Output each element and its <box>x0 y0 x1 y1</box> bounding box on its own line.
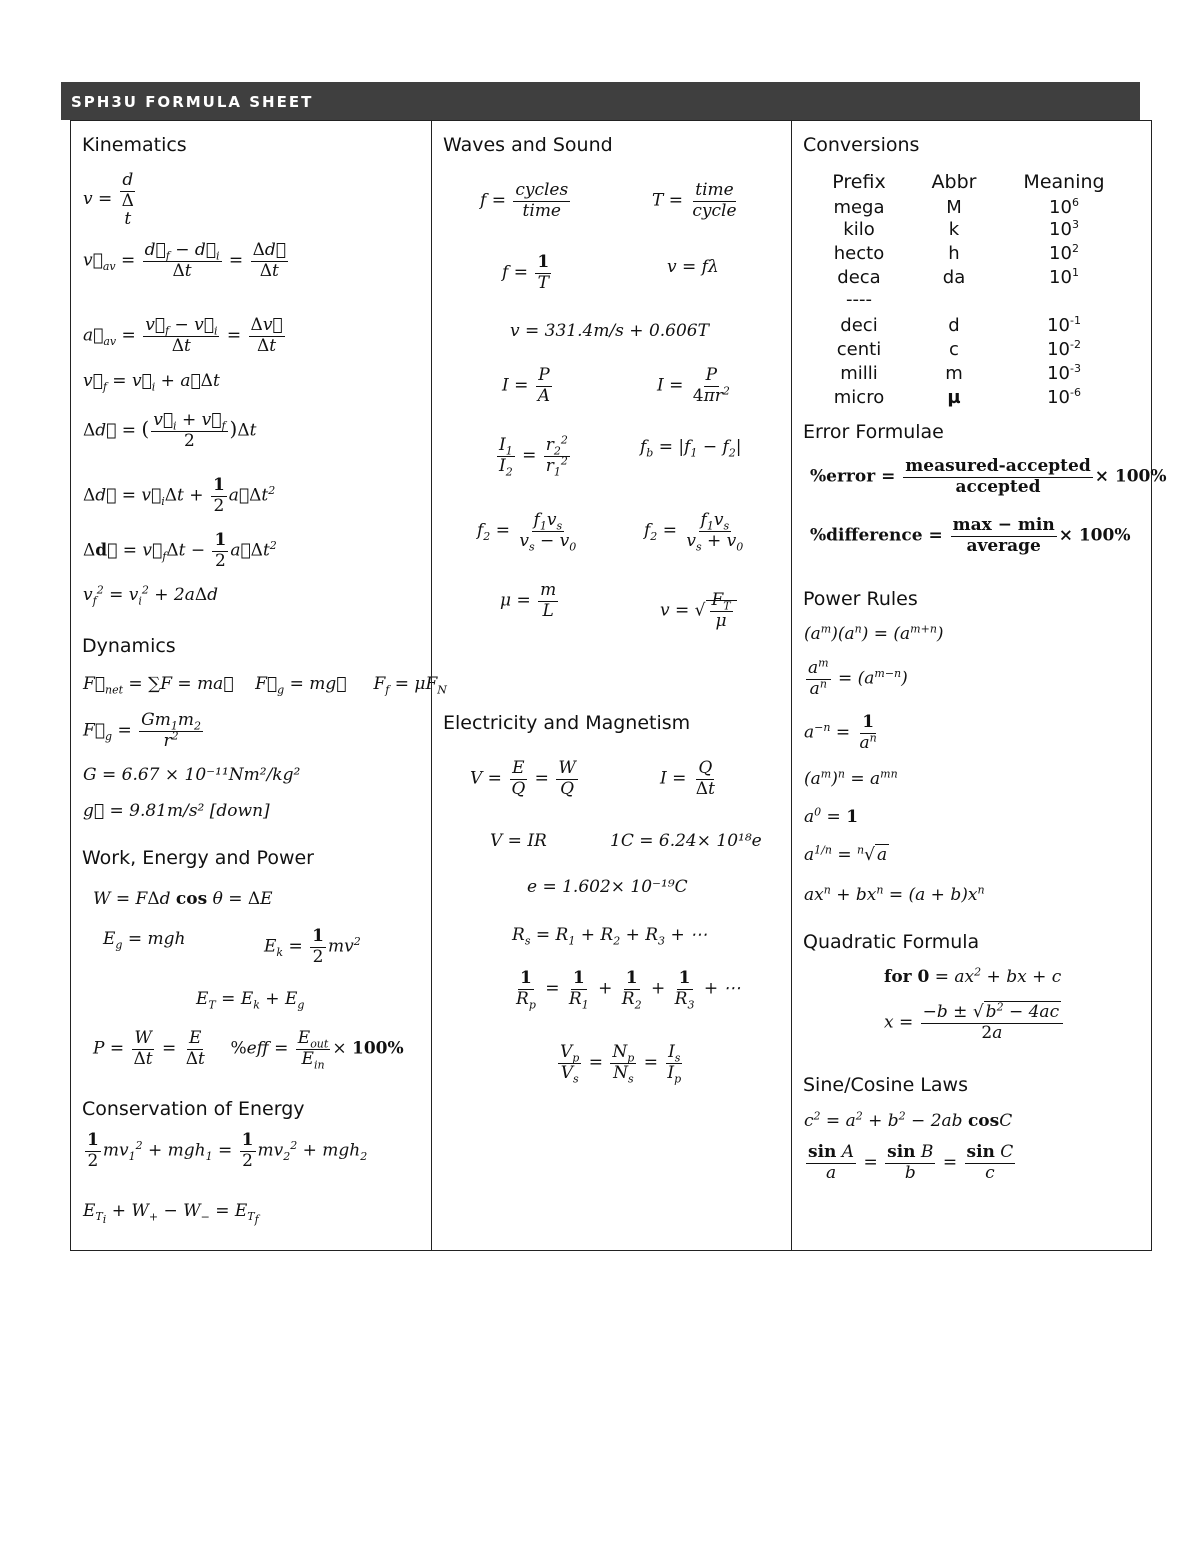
formula-velocity-squared: $v_f^2 = v_i^2 + 2a\Delta d$ <box>83 583 219 608</box>
formula-frequency: f = cycles time <box>480 180 569 221</box>
section-power-rules: Power Rules <box>803 588 918 610</box>
header-abbr: Abbr <box>931 171 977 193</box>
abbr-cell: m <box>945 363 963 384</box>
meaning-cell: $10^3$ <box>1049 218 1079 240</box>
formula-period: T = time cycle <box>652 180 737 221</box>
meaning-cell: $10^6$ <box>1049 196 1079 218</box>
formula-sine-law: $\frac{\text{sin A}}{a}$ = $\frac{\text{sin B}}{b}$ = $\frac{\text{sin C}}{c}$ <box>808 1142 1014 1183</box>
section-electricity-magnetism: Electricity and Magnetism <box>443 712 691 734</box>
section-error-formulae: Error Formulae <box>803 421 944 443</box>
formula-doppler-recede: $f_2$ = $\frac{f_1v_s}{v_s + v_0}$ <box>644 510 744 553</box>
column-waves-electricity <box>431 121 792 1250</box>
prefix-cell: milli <box>840 363 878 384</box>
formula-displacement-average: Δd⃗ = ( $\frac{v⃗_i + v⃗_f}{2}$ )Δt <box>83 410 257 451</box>
formula-average-acceleration: $a⃗_{av}$ = $\frac{v⃗_f - v⃗_i}{\Delta t}$ = $\frac{\Delta v⃗}{\Delta t}$ <box>83 315 283 356</box>
section-conversions: Conversions <box>803 134 920 156</box>
abbr-cell: h <box>948 243 960 264</box>
formula-gravity-acceleration: g⃗ = 9.81m/s² [down] <box>83 801 270 821</box>
meaning-cell: $10^{-6}$ <box>1047 386 1081 408</box>
formula-work: W = FΔd cos θ = ΔE <box>93 889 273 909</box>
formula-inverse-square: $\frac{I_1}{I_2}$ = $\frac{r_2^2}{r_1^2}$ <box>499 433 568 478</box>
prefix-cell: hecto <box>833 243 885 264</box>
formula-displacement-initial: Δd⃗ = $v⃗_i\Delta t$ + $\frac{1}{2}$ $a⃗\Delta t^2$ <box>83 475 276 516</box>
formula-speed-of-sound: v = 331.4m/s + 0.606T <box>510 321 709 341</box>
prefix-cell: deci <box>840 315 878 336</box>
meaning-cell: $10^1$ <box>1049 266 1079 288</box>
formula-series-resistance: $R_s = R_1 + R_2 + R_3$ + ⋯ <box>512 925 708 948</box>
formula-beat-frequency: $f_b = |f_1 - f_2|$ <box>640 437 742 460</box>
formula-ohms-law: V = IR <box>490 831 547 851</box>
section-work-energy-power: Work, Energy and Power <box>82 847 314 869</box>
formula-wave-speed: v = fλ <box>667 257 719 277</box>
formula-intensity-sphere: I = $\frac{P}{4\pi r^2}$ <box>657 365 730 406</box>
prefix-cell: deca <box>837 267 881 288</box>
formula-kinetic-energy: $E_k$ = $\frac{1}{2}$ $mv^2$ <box>264 926 361 967</box>
abbr-cell: d <box>948 315 960 336</box>
prefix-cell: centi <box>836 339 882 360</box>
formula-percent-error: %error = measured-accepted accepted × 100% <box>810 456 1167 497</box>
meaning-cell: $10^{-1}$ <box>1047 314 1081 336</box>
formula-root-exponent: $a^{1/n} = ^n√$ a <box>804 843 888 865</box>
formula-doppler-approach: $f_2$ = $\frac{f_1v_s}{v_s - v_0}$ <box>477 510 577 553</box>
formula-coulomb: 1C = 6.24× 10¹⁸e <box>610 831 762 851</box>
column-math <box>791 121 1167 1250</box>
prefix-cell: ---- <box>846 289 872 310</box>
formula-conservation-energy: $\frac{1}{2}$ $mv_1^2 + mgh_1$ = $\frac{1}{2}$ $mv_2^2 + mgh_2$ <box>87 1130 368 1171</box>
formula-quadratic-equation: for $0 = ax^2$ + bx + c <box>884 965 1062 987</box>
formula-frequency-period: f = $\frac{1}{T}$ <box>502 252 550 293</box>
formula-intensity: I = $\frac{P}{A}$ <box>502 365 551 406</box>
formula-elementary-charge: e = 1.602× 10⁻¹⁹C <box>527 877 688 897</box>
formula-gravitational-constant: G = 6.67 × 10⁻¹¹Nm²/kg² <box>83 765 301 785</box>
formula-linear-density: μ = $\frac{m}{L}$ <box>500 580 557 621</box>
formula-percent-difference: %difference = max − min average × 100% <box>810 515 1131 556</box>
abbr-cell: M <box>946 197 962 218</box>
prefix-cell: micro <box>833 387 885 408</box>
prefix-table <box>804 171 1134 411</box>
abbr-cell: µ <box>947 387 961 408</box>
section-sine-cosine: Sine/Cosine Laws <box>803 1074 968 1096</box>
formula-string-speed: v = √ $\frac{F_T}{\mu}$ <box>660 591 737 631</box>
formula-energy-work-balance: $E_{T_i} + W_+ - W_- = E_{T_f}$ <box>83 1201 259 1227</box>
prefix-cell: kilo <box>843 219 875 240</box>
meaning-cell: $10^{-3}$ <box>1047 362 1081 384</box>
section-quadratic-formula: Quadratic Formula <box>803 931 980 953</box>
formula-zero-exponent: $a^0 = 1$ <box>804 805 859 827</box>
formula-voltage: V = $\frac{E}{Q}$ = $\frac{W}{Q}$ <box>470 758 576 799</box>
formula-gravitational-energy: $E_g$ = mgh <box>103 929 186 952</box>
meaning-cell: $10^{-2}$ <box>1047 338 1081 360</box>
meaning-cell: $10^2$ <box>1049 242 1079 264</box>
formula-quadratic-solution: x = $\frac{-b \pm √ b^2 - 4ac}{2a}$ <box>884 1003 1065 1043</box>
formula-gravitation: $F⃗_g$ = $\frac{Gm_1m_2}{r^2}$ <box>83 710 201 751</box>
formula-displacement-final: Δd⃗ = $v⃗_f\Delta t$ − $\frac{1}{2}$ $a⃗\Delta t^2$ <box>83 530 277 571</box>
formula-parallel-resistance: $\frac{1}{R_p}$ = $\frac{1}{R_1}$ + $\frac{1}{R_2}$ + $\frac{1}{R_3}$ + ⋯ <box>516 968 741 1011</box>
section-kinematics: Kinematics <box>82 134 187 156</box>
column-physics-mechanics <box>71 121 447 1250</box>
formula-final-velocity: $v⃗_f$ = $v⃗_i$ + a⃗Δt <box>83 371 220 394</box>
formula-grid <box>70 120 1167 1251</box>
formula-current: I = $\frac{Q}{\Delta t}$ <box>660 758 715 799</box>
header-prefix: Prefix <box>832 171 886 193</box>
formula-average-velocity: $v⃗_{av}$ = $\frac{d⃗_f - d⃗_i}{\Delta t}$ = $\frac{\Delta d⃗}{\Delta t}$ <box>83 240 286 281</box>
abbr-cell: da <box>942 267 966 288</box>
formula-net-force: $F⃗_{net} = \sum F$ = ma⃗ $F⃗_g$ = mg⃗ $F_f = \mu F_N$ <box>83 674 447 697</box>
abbr-cell: k <box>948 219 960 240</box>
formula-velocity: v = d Δ t <box>83 170 134 230</box>
formula-product-rule: $(a^m)(a^n) = (a^{m+n})$ <box>804 622 944 644</box>
formula-total-energy: $E_T = E_k + E_g$ <box>196 989 305 1012</box>
sheet-title: SPH3U FORMULA SHEET <box>71 93 314 111</box>
section-conservation: Conservation of Energy <box>82 1098 305 1120</box>
formula-power-of-power: $(a^m)^n = a^{mn}$ <box>804 767 898 789</box>
formula-power-efficiency: P = $\frac{W}{\Delta t}$ = $\frac{E}{\Delta t}$ %eff = $E_{out}$ $E_{in}$ × 100% <box>93 1028 404 1071</box>
header-meaning: Meaning <box>1023 171 1105 193</box>
section-dynamics: Dynamics <box>82 635 176 657</box>
section-waves-sound: Waves and Sound <box>443 134 613 156</box>
formula-factor-rule: $ax^n + bx^n = (a + b)x^n$ <box>804 883 985 905</box>
prefix-cell: mega <box>833 197 885 218</box>
formula-transformer: $\frac{V_p}{V_s}$ = $\frac{N_p}{N_s}$ = $\frac{I_s}{I_p}$ <box>560 1042 682 1085</box>
formula-negative-exponent: $a^{-n}$ = $\frac{1}{a^n}$ <box>804 712 877 753</box>
title-bar <box>61 82 1140 120</box>
abbr-cell: c <box>949 339 959 360</box>
formula-cosine-law: $c^2 = a^2 + b^2 - 2ab$ cosC <box>804 1109 1013 1131</box>
formula-quotient-rule: $\frac{a^m}{a^n}$ = $(a^{m-n})$ <box>808 656 908 699</box>
